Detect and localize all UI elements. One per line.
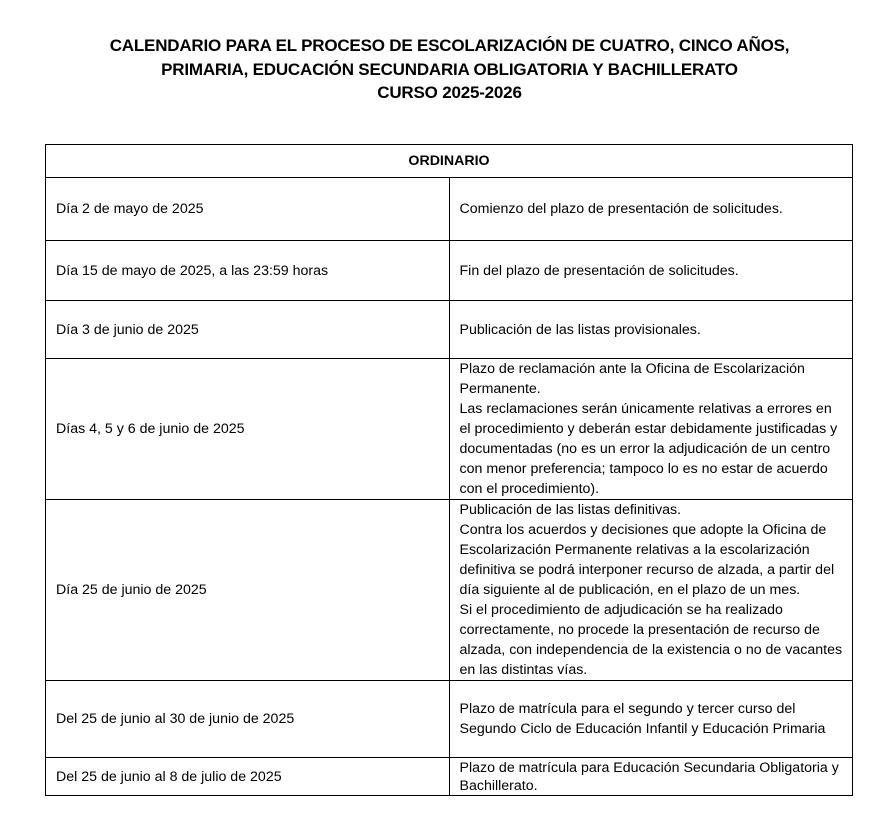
- table-row: [46, 178, 853, 241]
- row-date: Día 3 de junio de 2025: [46, 301, 450, 359]
- document-title: [0, 34, 879, 105]
- description-line: Si el procedimiento de adjudicación se ha realizado correctamente, no procede la presentación de recurso de alzada, con independencia de la existencia o no de vacantes en las distintas vías.: [459, 602, 843, 678]
- row-description: [449, 241, 853, 301]
- title-line-2: PRIMARIA, EDUCACIÓN SECUNDARIA OBLIGATORIA Y BACHILLERATO: [161, 59, 738, 79]
- description-line: Publicación de las listas provisionales.: [459, 321, 701, 338]
- description-line: Comienzo del plazo de presentación de solicitudes.: [459, 201, 783, 217]
- table-row: [46, 301, 853, 359]
- row-description: [449, 178, 853, 241]
- description-line: Contra los acuerdos y decisiones que adopte la Oficina de Escolarización Permanente relativas a la escolarización definitiva se podrá interponer recurso de alzada, a partir del día siguiente al de publicación, en el plazo de un mes.: [459, 522, 835, 598]
- title-line-3: CURSO 2025-2026: [377, 83, 522, 102]
- row-description: [449, 500, 853, 681]
- description-line: Plazo de matrícula para el segundo y tercer curso del Segundo Ciclo de Educación Infantil y Educación Primaria: [459, 701, 826, 737]
- description-line: Fin del plazo de presentación de solicitudes.: [459, 262, 739, 279]
- row-date: Día 2 de mayo de 2025: [46, 178, 450, 241]
- row-description: [449, 359, 853, 500]
- row-date: Día 15 de mayo de 2025, a las 23:59 horas: [46, 241, 450, 301]
- table-row: [46, 241, 853, 301]
- description-line: Publicación de las listas definitivas.: [459, 502, 682, 518]
- row-description: [449, 758, 853, 796]
- table-header: ORDINARIO: [46, 145, 853, 178]
- row-description: [449, 301, 853, 359]
- table-row: [46, 359, 853, 500]
- description-line: Las reclamaciones serán únicamente relativas a errores en el procedimiento y deberán estar debidamente justificadas y documentadas (no es un error la adjudicación de un centro con menor preferencia; tampoco lo es no estar de acuerdo con el procedimiento).: [459, 401, 838, 497]
- table-row: [46, 681, 853, 758]
- table-row: [46, 758, 853, 796]
- row-date: Días 4, 5 y 6 de junio de 2025: [46, 359, 450, 500]
- description-line: Plazo de reclamación ante la Oficina de Escolarización Permanente.: [459, 361, 805, 397]
- table-row: [46, 500, 853, 681]
- table-header-row: [46, 145, 853, 178]
- row-description: [449, 681, 853, 758]
- row-date: Del 25 de junio al 30 de junio de 2025: [46, 681, 450, 758]
- description-line: Plazo de matrícula para Educación Secundaria Obligatoria y Bachillerato.: [459, 759, 839, 794]
- row-date: Día 25 de junio de 2025: [46, 500, 450, 681]
- title-line-1: CALENDARIO PARA EL PROCESO DE ESCOLARIZACIÓN DE CUATRO, CINCO AÑOS,: [109, 36, 790, 55]
- row-date: Del 25 de junio al 8 de julio de 2025: [46, 758, 450, 796]
- calendar-table: [45, 144, 853, 796]
